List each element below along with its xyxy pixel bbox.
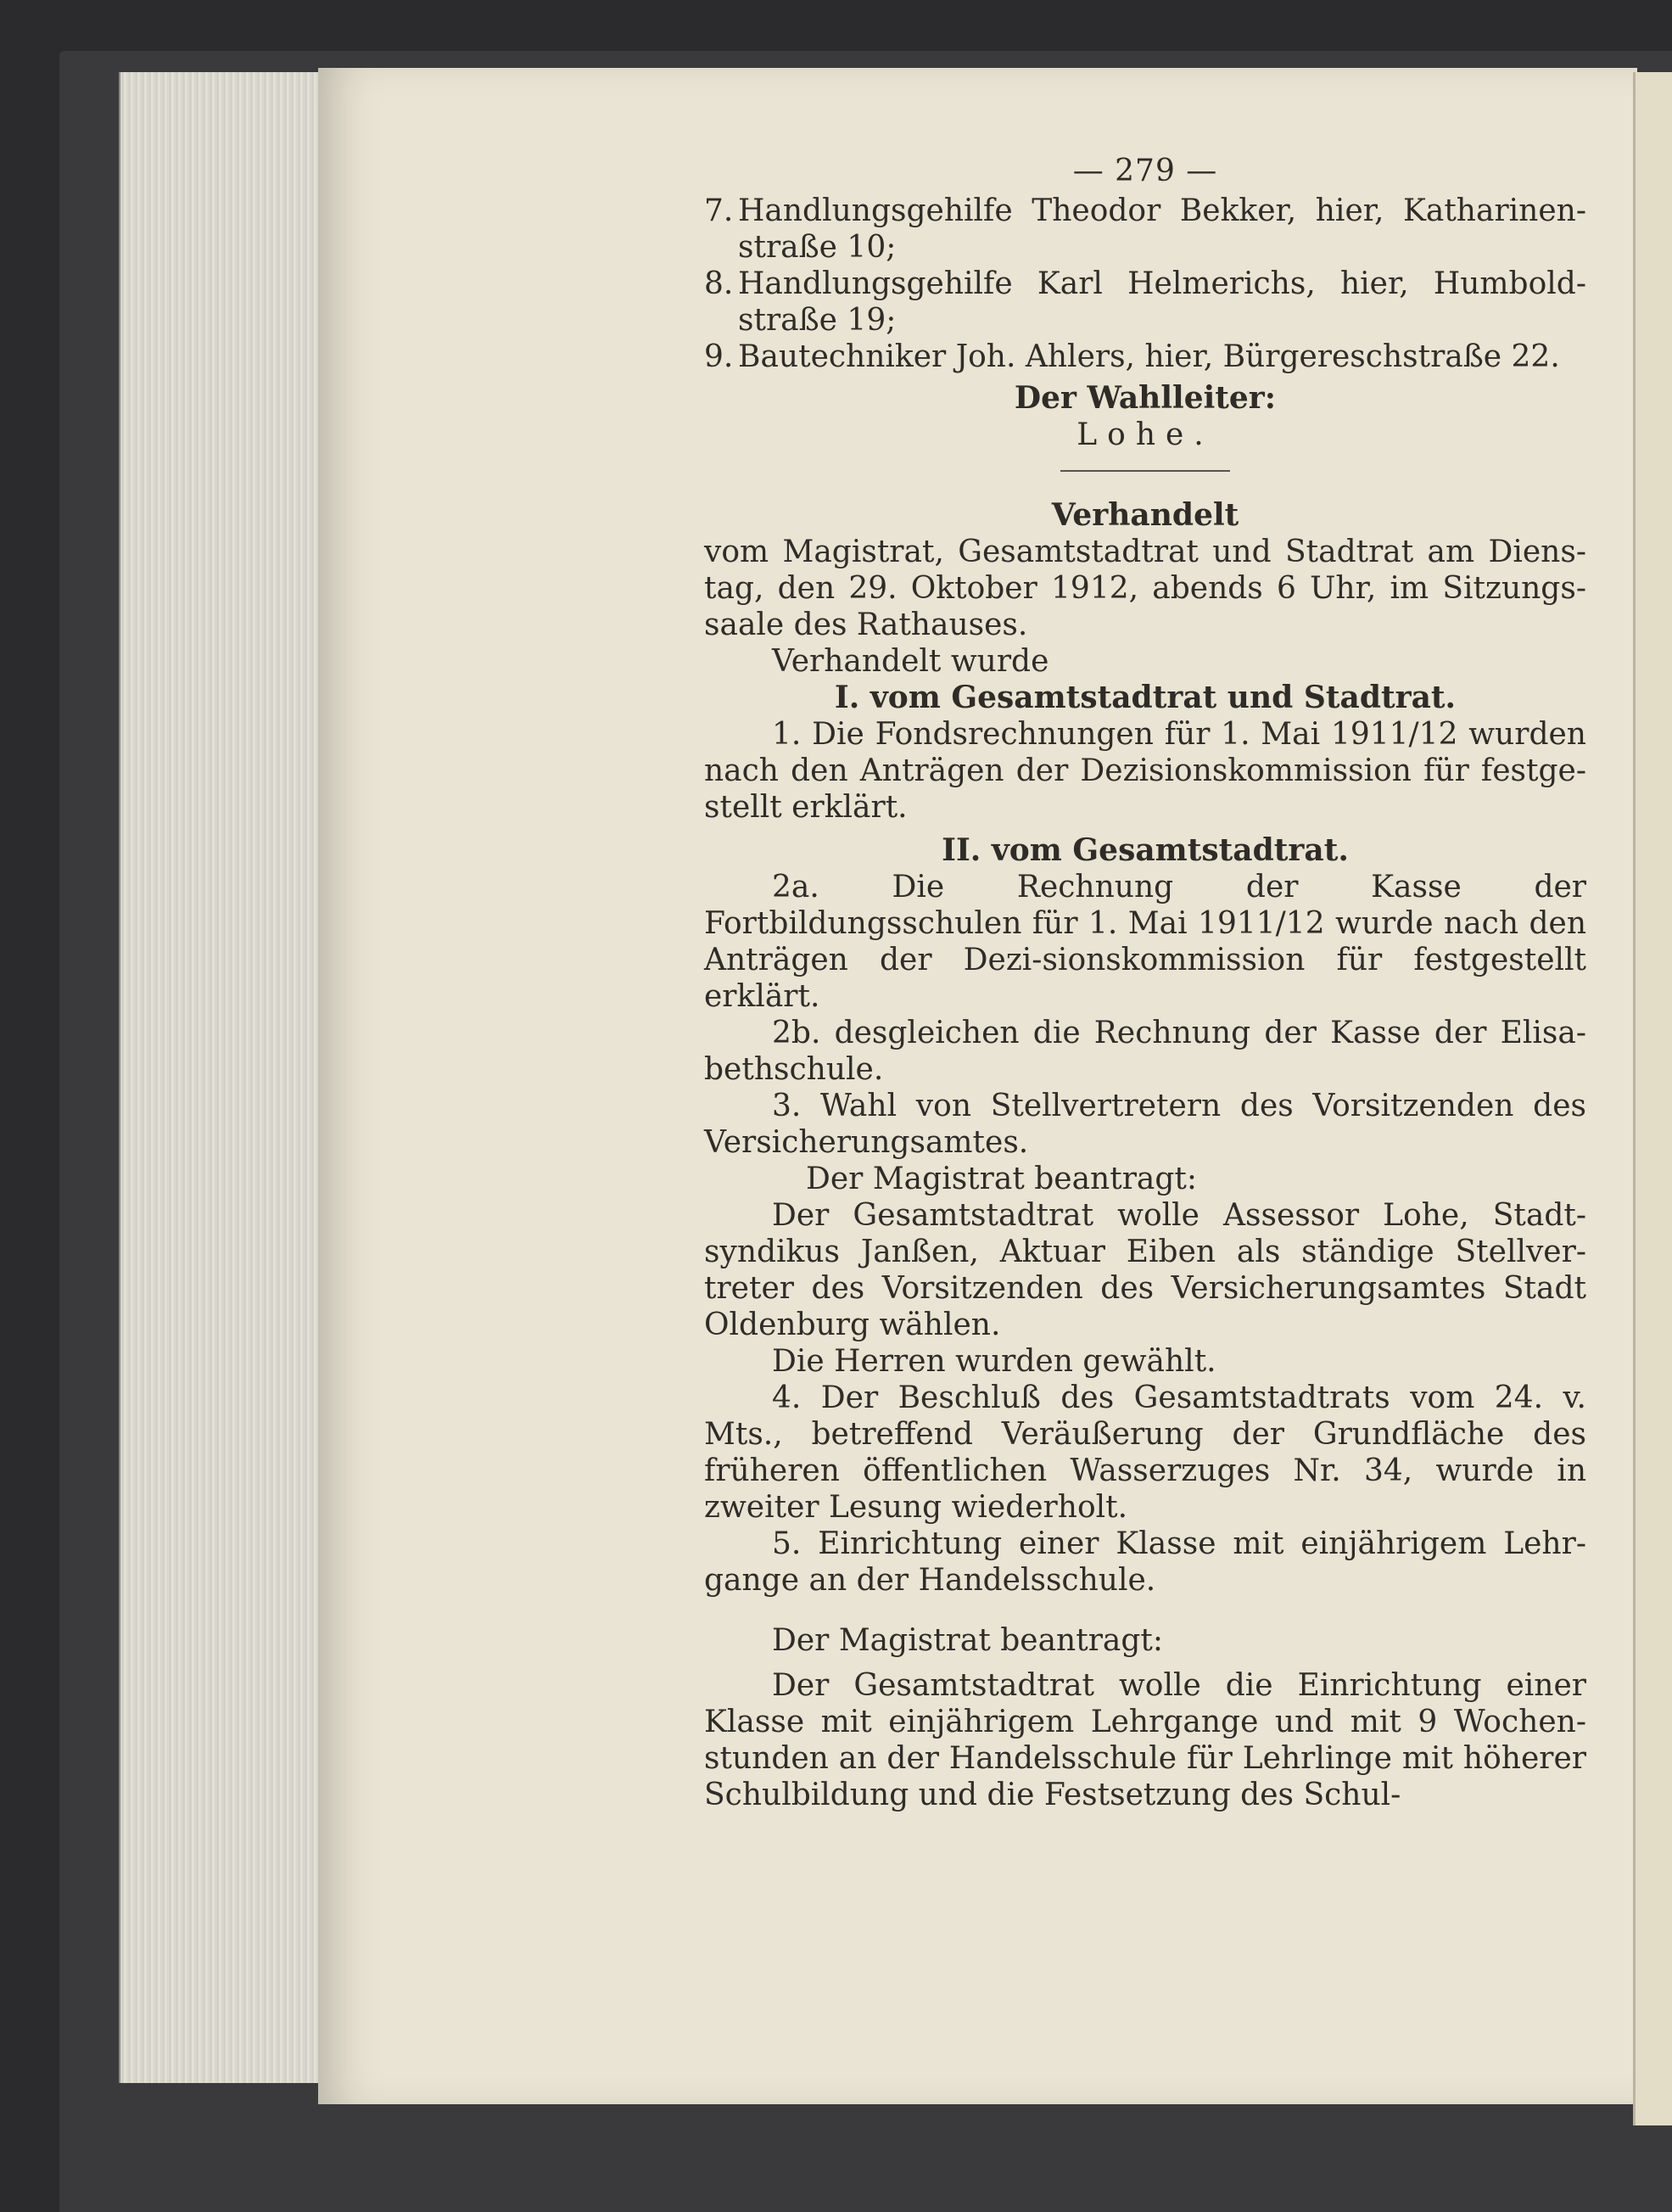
list-item [704, 266, 1586, 339]
wahlleiter-heading: Der Wahlleiter: [1014, 380, 1277, 416]
section-heading-1: I. vom Gesamtstadtrat und Stadtrat. [834, 680, 1457, 715]
wahlleiter-name: Lohe. [1076, 417, 1214, 452]
verhandelt-heading: Verhandelt [1051, 497, 1239, 533]
paragraph: 5. Einrichtung einer Klasse mit einjährigem Lehr-gange an der Handelsschule. [704, 1526, 1586, 1598]
list-item-text: Handlungsgehilfe Theodor Bekker, hier, Katharinen-straße 10; [738, 193, 1586, 265]
paragraph: 4. Der Beschluß des Gesamtstadtrats vom 24. v. Mts., betreffend Veräußerung der Grundfläche des früheren öffentlichen Wasserzuges Nr. 34, wurde in zweiter Lesung wiederholt. [704, 1380, 1586, 1525]
paragraph: 2b. desgleichen die Rechnung der Kasse der Elisa-bethschule. [704, 1016, 1586, 1087]
paragraph: 3. Wahl von Stellvertretern des Vorsitzenden des Versicherungsamtes. [704, 1089, 1586, 1160]
list-item [704, 193, 1586, 266]
page-text [704, 153, 1586, 1813]
section1-paragraph: 1. Die Fondsrechnungen für 1. Mai 1911/12 wurden nach den Anträgen der Dezisionskommission für festge-stellt erklärt. [704, 717, 1586, 825]
paragraph: Die Herren wurden gewählt. [772, 1344, 1216, 1379]
paragraph: Der Magistrat beantragt: [806, 1162, 1198, 1196]
facing-page-edge [1633, 72, 1672, 2125]
paragraph: Der Gesamtstadtrat wolle Assessor Lohe, Stadt-syndikus Janßen, Aktuar Eiben als ständige Stellver-treter des Vorsitzenden des Versicherungsamtes Stadt Oldenburg wählen. [704, 1198, 1586, 1342]
page-number: — 279 — [1072, 154, 1218, 188]
page-edges [119, 72, 324, 2083]
final-magistrat: Der Magistrat beantragt: [772, 1623, 1164, 1658]
section-heading-2: II. vom Gesamtstadtrat. [942, 832, 1349, 868]
final-paragraph: Der Gesamtstadtrat wolle die Einrichtung einer Klasse mit einjährigem Lehrgange und mit 9 Wochen-stunden an der Handelsschule für Lehrlinge mit höherer Schulbildung und die Festsetzung des Schul- [704, 1668, 1586, 1812]
verhandelt-intro: vom Magistrat, Gesamtstadtrat und Stadtrat am Diens-tag, den 29. Oktober 1912, abends 6 Uhr, im Sitzungs-saale des Rathauses. [704, 535, 1586, 642]
verhandelt-wurde: Verhandelt wurde [772, 644, 1049, 679]
paragraph: 2a. Die Rechnung der Kasse der Fortbildungsschulen für 1. Mai 1911/12 wurde nach den Anträgen der Dezi-sionskommission für festgestellt erklärt. [704, 870, 1586, 1014]
list-item [704, 339, 1586, 375]
list-item-text: Handlungsgehilfe Karl Helmerichs, hier, Humbold-straße 19; [738, 266, 1586, 338]
list-item-number: 8. [704, 266, 734, 301]
list-item-number: 9. [704, 339, 734, 374]
list-item-number: 7. [704, 193, 734, 228]
divider [1060, 470, 1230, 472]
list-item-text: Bautechniker Joh. Ahlers, hier, Bürgereschstraße 22. [738, 339, 1560, 374]
